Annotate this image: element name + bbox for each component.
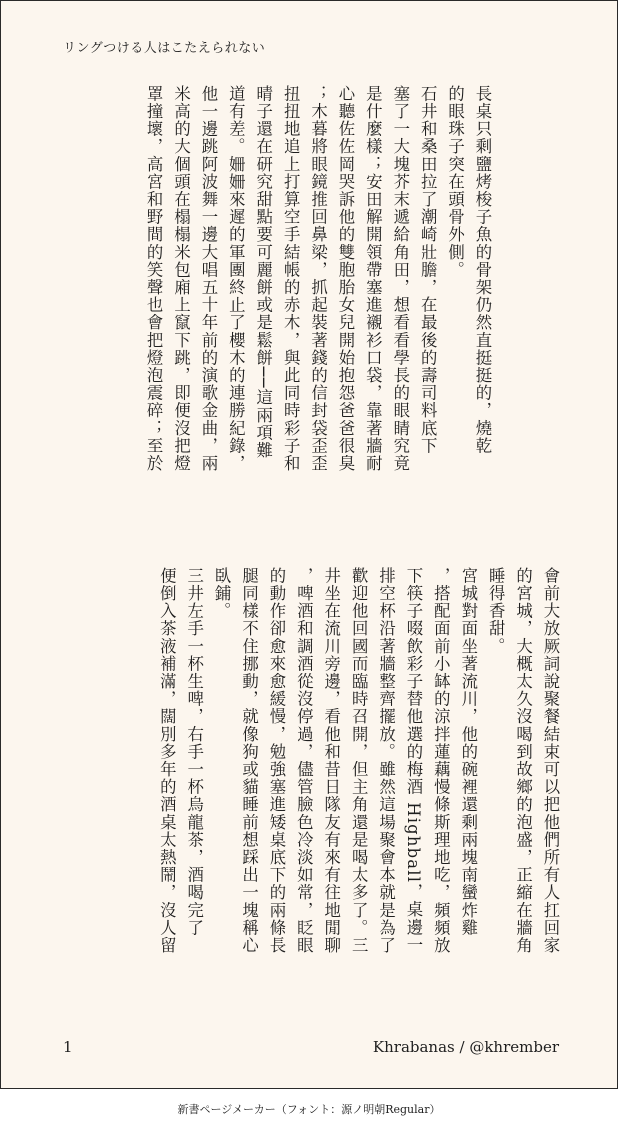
text-line: 睡得香甜。 (486, 567, 506, 655)
text-line: 會前大放厥詞說聚餐結束可以把他們所有人扛回家 (541, 567, 560, 955)
text-line: 罩撞壞，高宮和野間的笑聲也會把燈泡震碎；至於 (144, 85, 164, 473)
text-line: 三井左手一杯生啤，右手一杯烏龍茶，酒喝完了 (184, 567, 204, 937)
text-line: 扭扭地追上打算空手結帳的赤木，與此同時彩子和 (281, 85, 301, 473)
text-line: 井坐在流川旁邊，看他和昔日隊友有來有往地閒聊 (321, 567, 341, 955)
text-line: 的眼珠子突在頭骨外側。 (445, 85, 465, 279)
text-line: 長桌只剩鹽烤梭子魚的骨架仍然直挺挺的，燒乾 (473, 85, 492, 455)
text-line: 臥鋪。 (212, 567, 232, 620)
text-line: 腿同樣不住挪動，就像狗或貓睡前想踩出一塊稱心 (239, 567, 259, 955)
text-line: 的宮城，大概太久沒喝到故鄉的泡盛，正縮在牆角 (513, 567, 533, 955)
text-line: 下筷子啜飲彩子替他選的梅酒 Highball，桌邊一 (403, 567, 423, 954)
page-number: 1 (63, 1038, 73, 1056)
author-credit: Khrabanas / @khrember (372, 1038, 559, 1056)
text-line: 歡迎他回國而臨時召開，但主角還是喝太多了。三 (349, 567, 369, 955)
text-line: 道有差。姍姍來遲的軍團終止了櫻木的連勝紀錄， (226, 85, 246, 473)
text-line: 石井和桑田拉了潮崎壯膽，在最後的壽司料底下 (418, 85, 438, 455)
text-line: 晴子還在研究甜點要可麗餅或是鬆餅──這兩項難 (253, 85, 273, 460)
text-block-bottom (56, 567, 564, 1007)
text-line: 排空杯沿著牆整齊擺放。雖然這場聚會本就是為了 (376, 567, 396, 955)
text-line: 心聽佐佐岡哭訴他的雙胞胎女兒開始抱怨爸爸很臭 (335, 85, 355, 473)
text-line: ，啤酒和調酒從沒停過，儘管臉色冷淡如常，眨眼 (294, 567, 314, 955)
running-header: リングつける人はこたえられない (63, 41, 266, 56)
text-block-top (56, 85, 496, 525)
text-line: 塞了一大塊芥末遞給角田，想看看學長的眼睛究竟 (390, 85, 410, 473)
text-line: 的動作卻愈來愈緩慢，勉強塞進矮桌底下的兩條長 (266, 567, 286, 955)
text-line: ，搭配面前小缽的涼拌蓮藕慢條斯理地吃，頻頻放 (431, 567, 451, 955)
text-line: 便倒入茶液補滿，闊別多年的酒桌太熱鬧，沒人留 (157, 567, 177, 955)
text-line: 宮城對面坐著流川，他的碗裡還剩兩塊南蠻炸雞 (458, 567, 478, 937)
text-line: 是什麼樣；安田解開領帶塞進襯衫口袋，靠著牆耐 (363, 85, 383, 473)
text-line: ；木暮將眼鏡推回鼻梁，抓起裝著錢的信封袋歪歪 (308, 85, 328, 473)
text-line: 他一邊跳阿波舞一邊大唱五十年前的演歌金曲，兩 (198, 85, 218, 473)
generator-credit: 新書ページメーカー（フォント：源ノ明朝Regular） (177, 1103, 441, 1116)
text-line: 米高的大個頭在榻榻米包廂上竄下跳，即便沒把燈 (171, 85, 191, 473)
